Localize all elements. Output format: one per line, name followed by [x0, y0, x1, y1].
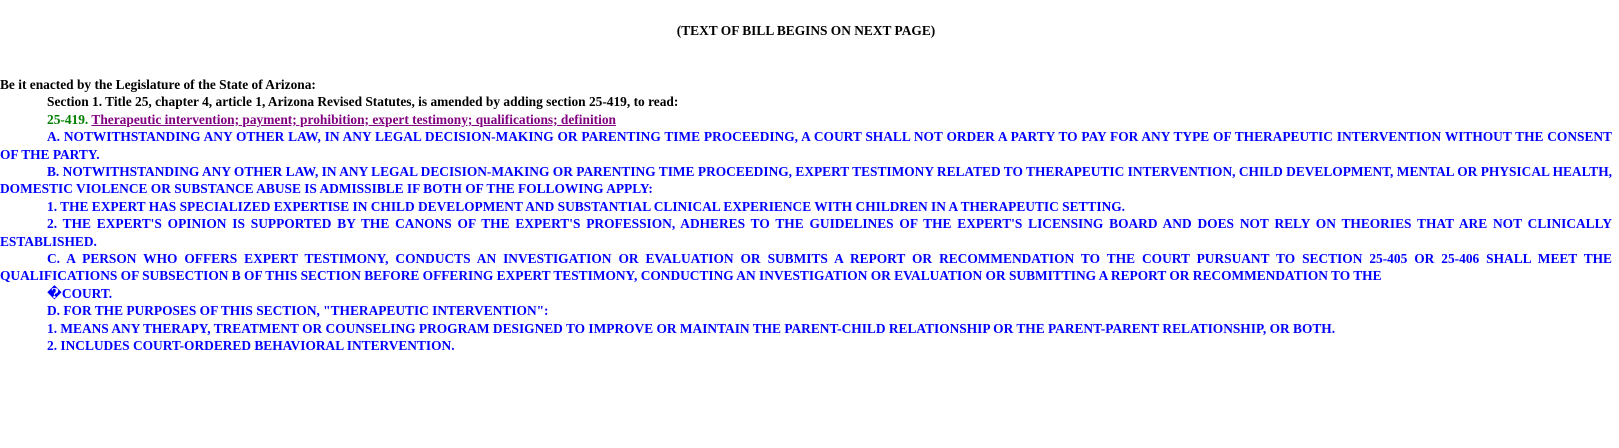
statute-number: 25-419.: [47, 111, 89, 127]
statute-heading: Therapeutic intervention; payment; prohibition; expert testimony; qualifications; definition: [91, 111, 616, 127]
bill-header: (TEXT OF BILL BEGINS ON NEXT PAGE): [676, 23, 936, 38]
bill-body: [0, 76, 1612, 355]
enacting-clause: Be it enacted by the Legislature of the State of Arizona:: [0, 77, 316, 92]
subsection-b-item-1: 1. THE EXPERT HAS SPECIALIZED EXPERTISE IN CHILD DEVELOPMENT AND SUBSTANTIAL CLINICAL EXPERIENCE WITH CHILDREN IN A THERAPEUTIC SETTING.: [47, 198, 1126, 214]
subsection-c: C. A PERSON WHO OFFERS EXPERT TESTIMONY, CONDUCTS AN INVESTIGATION OR EVALUATION OR SUBMITS A REPORT OR RECOMMENDATION TO THE COURT PURSUANT TO SECTION 25-405 OR 25-406 SHALL MEET THE QUALIFICATIONS OF SUBSECTION B OF THIS SECTION BEFORE OFFERING EXPERT TESTIMONY, CONDUCTING AN INVESTIGATION OR EVALUATION OR SUBMITTING A REPORT OR RECOMMENDATION TO THE: [0, 251, 1612, 284]
subsection-d-item-1: 1. MEANS ANY THERAPY, TREATMENT OR COUNSELING PROGRAM DESIGNED TO IMPROVE OR MAINTAIN THE PARENT-CHILD RELATIONSHIP OR THE PARENT-PARENT RELATIONSHIP, OR BOTH.: [47, 320, 1336, 336]
subsection-d-item-2: 2. INCLUDES COURT-ORDERED BEHAVIORAL INTERVENTION.: [47, 338, 455, 354]
subsection-d: D. FOR THE PURPOSES OF THIS SECTION, "THERAPEUTIC INTERVENTION":: [47, 303, 549, 319]
subsection-c-continuation: �COURT.: [47, 285, 113, 301]
section-intro: Section 1. Title 25, chapter 4, article 1, Arizona Revised Statutes, is amended by adding section 25-419, to read:: [47, 94, 679, 110]
subsection-b-item-2: 2. THE EXPERT'S OPINION IS SUPPORTED BY THE CANONS OF THE EXPERT'S PROFESSION, ADHERES TO THE GUIDELINES OF THE EXPERT'S LICENSING BOARD AND DOES NOT RELY ON THEORIES THAT ARE NOT CLINICALLY ESTABLISHED.: [0, 216, 1612, 249]
statute-title-line: [0, 111, 1612, 128]
subsection-b: B. NOTWITHSTANDING ANY OTHER LAW, IN ANY LEGAL DECISION-MAKING OR PARENTING TIME PROCEEDING, EXPERT TESTIMONY RELATED TO THERAPEUTIC INTERVENTION, CHILD DEVELOPMENT, MENTAL OR PHYSICAL HEALTH, DOMESTIC VIOLENCE OR SUBSTANCE ABUSE IS ADMISSIBLE IF BOTH OF THE FOLLOWING APPLY:: [0, 164, 1612, 197]
subsection-a: A. NOTWITHSTANDING ANY OTHER LAW, IN ANY LEGAL DECISION-MAKING OR PARENTING TIME PROCEEDING, A COURT SHALL NOT ORDER A PARTY TO PAY FOR ANY TYPE OF THERAPEUTIC INTERVENTION WITHOUT THE CONSENT OF THE PARTY.: [0, 129, 1612, 162]
